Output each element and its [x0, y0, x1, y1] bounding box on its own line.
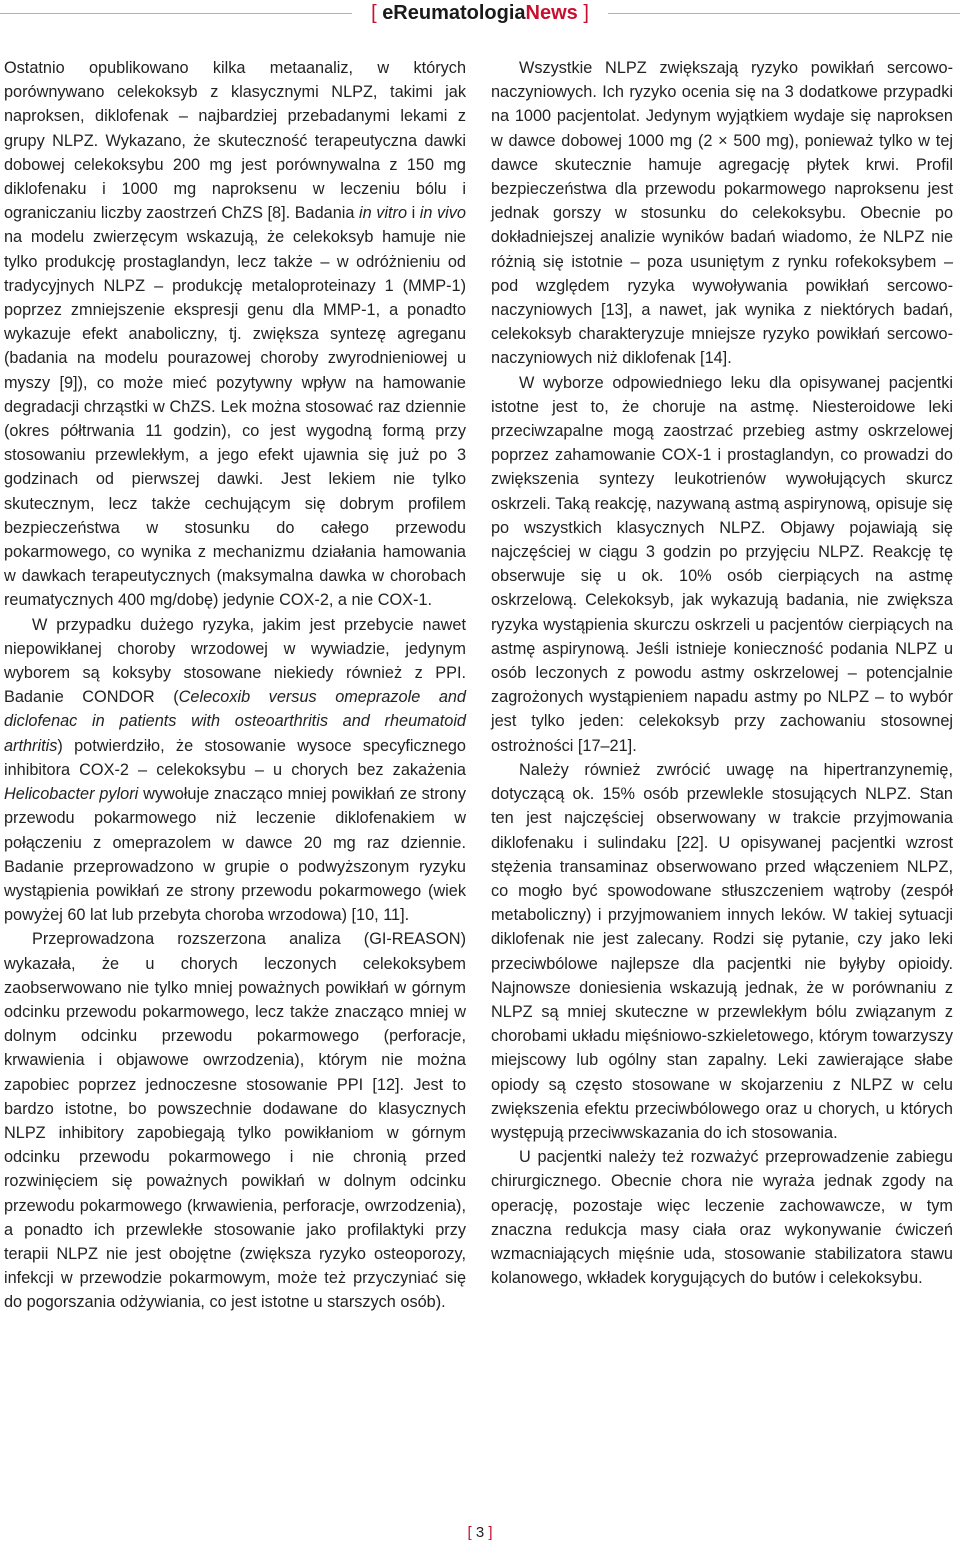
- paragraph: U pacjentki należy też rozważyć przeprowadzenie zabiegu chirurgicznego. Obecnie chora nie wyraża jednak zgody na operację, pozostaje więc leczenie zachowawcze, w tym znaczna redukcja masy ciała oraz wykonywanie ćwiczeń wzmacniających mięśnie uda, stosowanie stabilizatora stawu kolanowego, wkładek korygujących do butów i celekoksybu.: [491, 1148, 953, 1288]
- left-column: [4, 56, 466, 1315]
- page-header: [0, 0, 960, 30]
- page-footer: [0, 1523, 960, 1543]
- header-rule-left: [0, 13, 352, 14]
- text-run: Ostatnio opublikowano kilka metaanaliz, w których porównywano celekoksyb z klasycznymi NLPZ, takimi jak naproksen, diklofenak – najbardziej przebadanymi lekami z grupy NLPZ. Wykazano, że skuteczność terapeutyczna dawki dobowej celekoksybu 200 mg jest porównywalna z 150 mg diklofenaku i 1000 mg naproksenu w leczeniu bólu i ograniczaniu liczby zaostrzeń ChZS [8]. Badania: [4, 59, 466, 223]
- brand-name: eReumatologia: [382, 2, 526, 24]
- paragraph: Należy również zwrócić uwagę na hipertranzynemię, dotyczącą ok. 15% osób przewlekle stosujących NLPZ. Stan ten jest najczęściej obserwowany w trakcie przyjmowania diklofenaku i sulindaku [22]. U opisywanej pacjentki wzrost stężenia transaminaz obserwowano przed włączeniem NLPZ, co mogło być spowodowane stłuszczeniem wątroby (zespół metaboliczny) i przyjmowaniem innych leków. W takiej sytuacji diklofenak nie jest zalecany. Rodzi się pytanie, czy jako leki przeciwbólowe najlepsze dla pacjentki nie byłyby opioidy. Najnowsze doniesienia wskazują jednak, że w porównaniu z NLPZ są mniej skuteczne w przewlekłym bólu związanym z chorobami układu mięśniowo-szkieletowego, którym towarzyszy miejscowy lub ogólny stan zapalny. Leki zawierające słabe opiody są często stosowane w skojarzeniu z NLPZ w celu zwiększenia efektu przeciwbólowego oraz u chorych, u których występują przeciwwskazania do ich stosowania.: [491, 760, 953, 1142]
- paragraph: W wyborze odpowiedniego leku dla opisywanej pacjentki istotne jest to, że choruje na astmę. Niesteroidowe leki przeciwzapalne mogą zaostrzać przebieg astmy oskrzelowej poprzez zahamowanie COX-1 i prostaglandyn, co prowadzi do zwiększenia syntezy leukotrienów wywołujących skurcz oskrzeli. Taką reakcję, nazywaną astmą aspirynową, opisuje się po wszystkich klasycznych NLPZ. Objawy pojawiają się najczęściej w ciągu 3 godzin po przyjęciu NLPZ. Reakcję tę obserwuje się u ok. 10% osób cierpiących na astmę oskrzelową. Celekoksyb, jak wykazują badania, nie zwiększa ryzyka wystąpienia skurczu oskrzeli u pacjentów cierpiących na astmę aspirynową. Jeśli istnieje konieczność podania NLPZ u osób leczonych z powodu astmy oskrzelowej – potencjalnie zagrożonych wystąpieniem napadu astmy po NLPZ – to wybór jest tylko jeden: celekoksyb przy zachowaniu stosownej ostrożności [17–21].: [491, 373, 953, 755]
- header-rule-right: [608, 13, 960, 14]
- page-number: 3: [475, 1524, 485, 1541]
- paragraph: [4, 613, 466, 928]
- text-run: W przypadku dużego ryzyka, jakim jest przebycie nawet niepowikłanej choroby wrzodowej w wywiadzie, jedynym wyborem są koksyby stosowane niekiedy również z PPI. Badanie CONDOR (: [4, 615, 466, 707]
- text-run: na modelu zwierzęcym wskazują, że celekoksyb hamuje nie tylko produkcję prostaglandyn, lecz także – w odróżnieniu od tradycyjnych NLPZ – produkcję metaloproteinazy 1 (MMP-1) poprzez zmniejszenie ekspresji genu dla MMP-1, a ponadto wykazuje efekt anaboliczny, tj. zwiększa syntezę agreganu (badania na modelu pourazowej choroby zwyrodnieniowej u myszy [9]), co może mieć pozytywny wpływ na hamowanie degradacji chrząstki w ChZS. Lek można stosować raz dziennie (okres półtrwania 11 godzin), co jest wygodną formą przy stosowaniu przewlekłym, a jego efekt ujawnia się już po 3 godzinach od pierwszej dawki. Jest lekiem nie tylko skutecznym, lecz także cechującym się dobrym profilem bezpieczeństwa w stosunku do całego przewodu pokarmowego, co wynika z mechanizmu działania hamowania w dawkach terapeutycznych (maksymalna dawka w chorobach reumatycznych 400 mg/dobę) jedynie COX-2, a nie COX-1.: [4, 228, 466, 610]
- text-run: i: [407, 204, 420, 223]
- paragraph: [4, 56, 466, 613]
- italic-run: Helicobacter pylori: [4, 785, 139, 804]
- brand-suffix: News: [525, 2, 578, 24]
- header-bracket-close: ]: [583, 2, 589, 24]
- footer-bracket-open: [: [467, 1524, 472, 1541]
- text-run: wywołuje znacząco mniej powikłań ze strony przewodu pokarmowego niż leczenie diklofenakiem w połączeniu z omeprazolem w dawce 20 mg raz dziennie. Badanie przeprowadzono w grupie o podwyższonym ryzyku wystąpienia powikłań ze strony przewodu pokarmowego (wiek powyżej 60 lat lub przebyta choroba wrzodowa) [10, 11].: [4, 785, 466, 925]
- right-column: [491, 56, 953, 1290]
- italic-run: in vitro: [359, 204, 408, 223]
- italic-run: in vivo: [419, 204, 466, 223]
- header-bracket-open: [: [371, 2, 377, 24]
- italic-run: Celecoxib versus omeprazole and diclofenac in patients with osteoarthritis and rheumatoid arthritis: [4, 688, 466, 755]
- journal-title: [352, 1, 608, 25]
- paragraph: Wszystkie NLPZ zwiększają ryzyko powikłań sercowo-naczyniowych. Ich ryzyko ocenia się na 3 dodatkowe przypadki na 1000 pacjentolat. Jedynym wyjątkiem wydaje się naproksen w dawce dobowej 1000 mg (2 × 500 mg), ponieważ tylko w tej dawce skutecznie hamuje agregację płytek krwi. Profil bezpieczeństwa dla przewodu pokarmowego naproksenu jest jednak gorszy w stosunku do celekoksybu. Obecnie po dokładniejszej analizie wyników badań wiadomo, że NLPZ nie różnią się istotnie – poza usuniętym z rynku rofekoksybem – pod względem ryzyka wywoływania powikłań sercowo-naczyniowych [13], a nawet, jak wynika z niektórych badań, celekoksyb charakteryzuje mniejsze ryzyko powikłań sercowo-naczyniowych niż diklofenak [14].: [491, 59, 953, 368]
- paragraph: Przeprowadzona rozszerzona analiza (GI-REASON) wykazała, że u chorych leczonych celekoksybem zaobserwowano nie tylko mniej poważnych powikłań w górnym odcinku przewodu pokarmowego, lecz także znacząco mniej w dolnym odcinku przewodu pokarmowego (perforacje, krwawienia i objawowe owrzodzenia), którym nie można zapobiec poprzez jednoczesne stosowanie PPI [12]. Jest to bardzo istotne, bo powszechnie dodawane do klasycznych NLPZ inhibitory zapobiegają tylko powikłaniom w górnym odcinku przewodu pokarmowego i nie chronią przed rozwinięciem się poważnych powikłań w dolnym odcinku przewodu pokarmowego (krwawienia, perforacje, owrzodzenia), a ponadto ich przewlekłe stosowanie jako profilaktyki przy terapii NLPZ nie jest obojętne (zwiększa ryzyko osteoporozy, infekcji w przewodzie pokarmowym, może też przyczyniać się do pogorszania odżywiania, co jest istotne u starszych osób).: [4, 930, 466, 1312]
- footer-bracket-close: ]: [488, 1524, 493, 1541]
- text-run: ) potwierdziło, że stosowanie wysoce specyficznego inhibitora COX-2 – celekoksybu – u chorych bez zakażenia: [4, 736, 466, 779]
